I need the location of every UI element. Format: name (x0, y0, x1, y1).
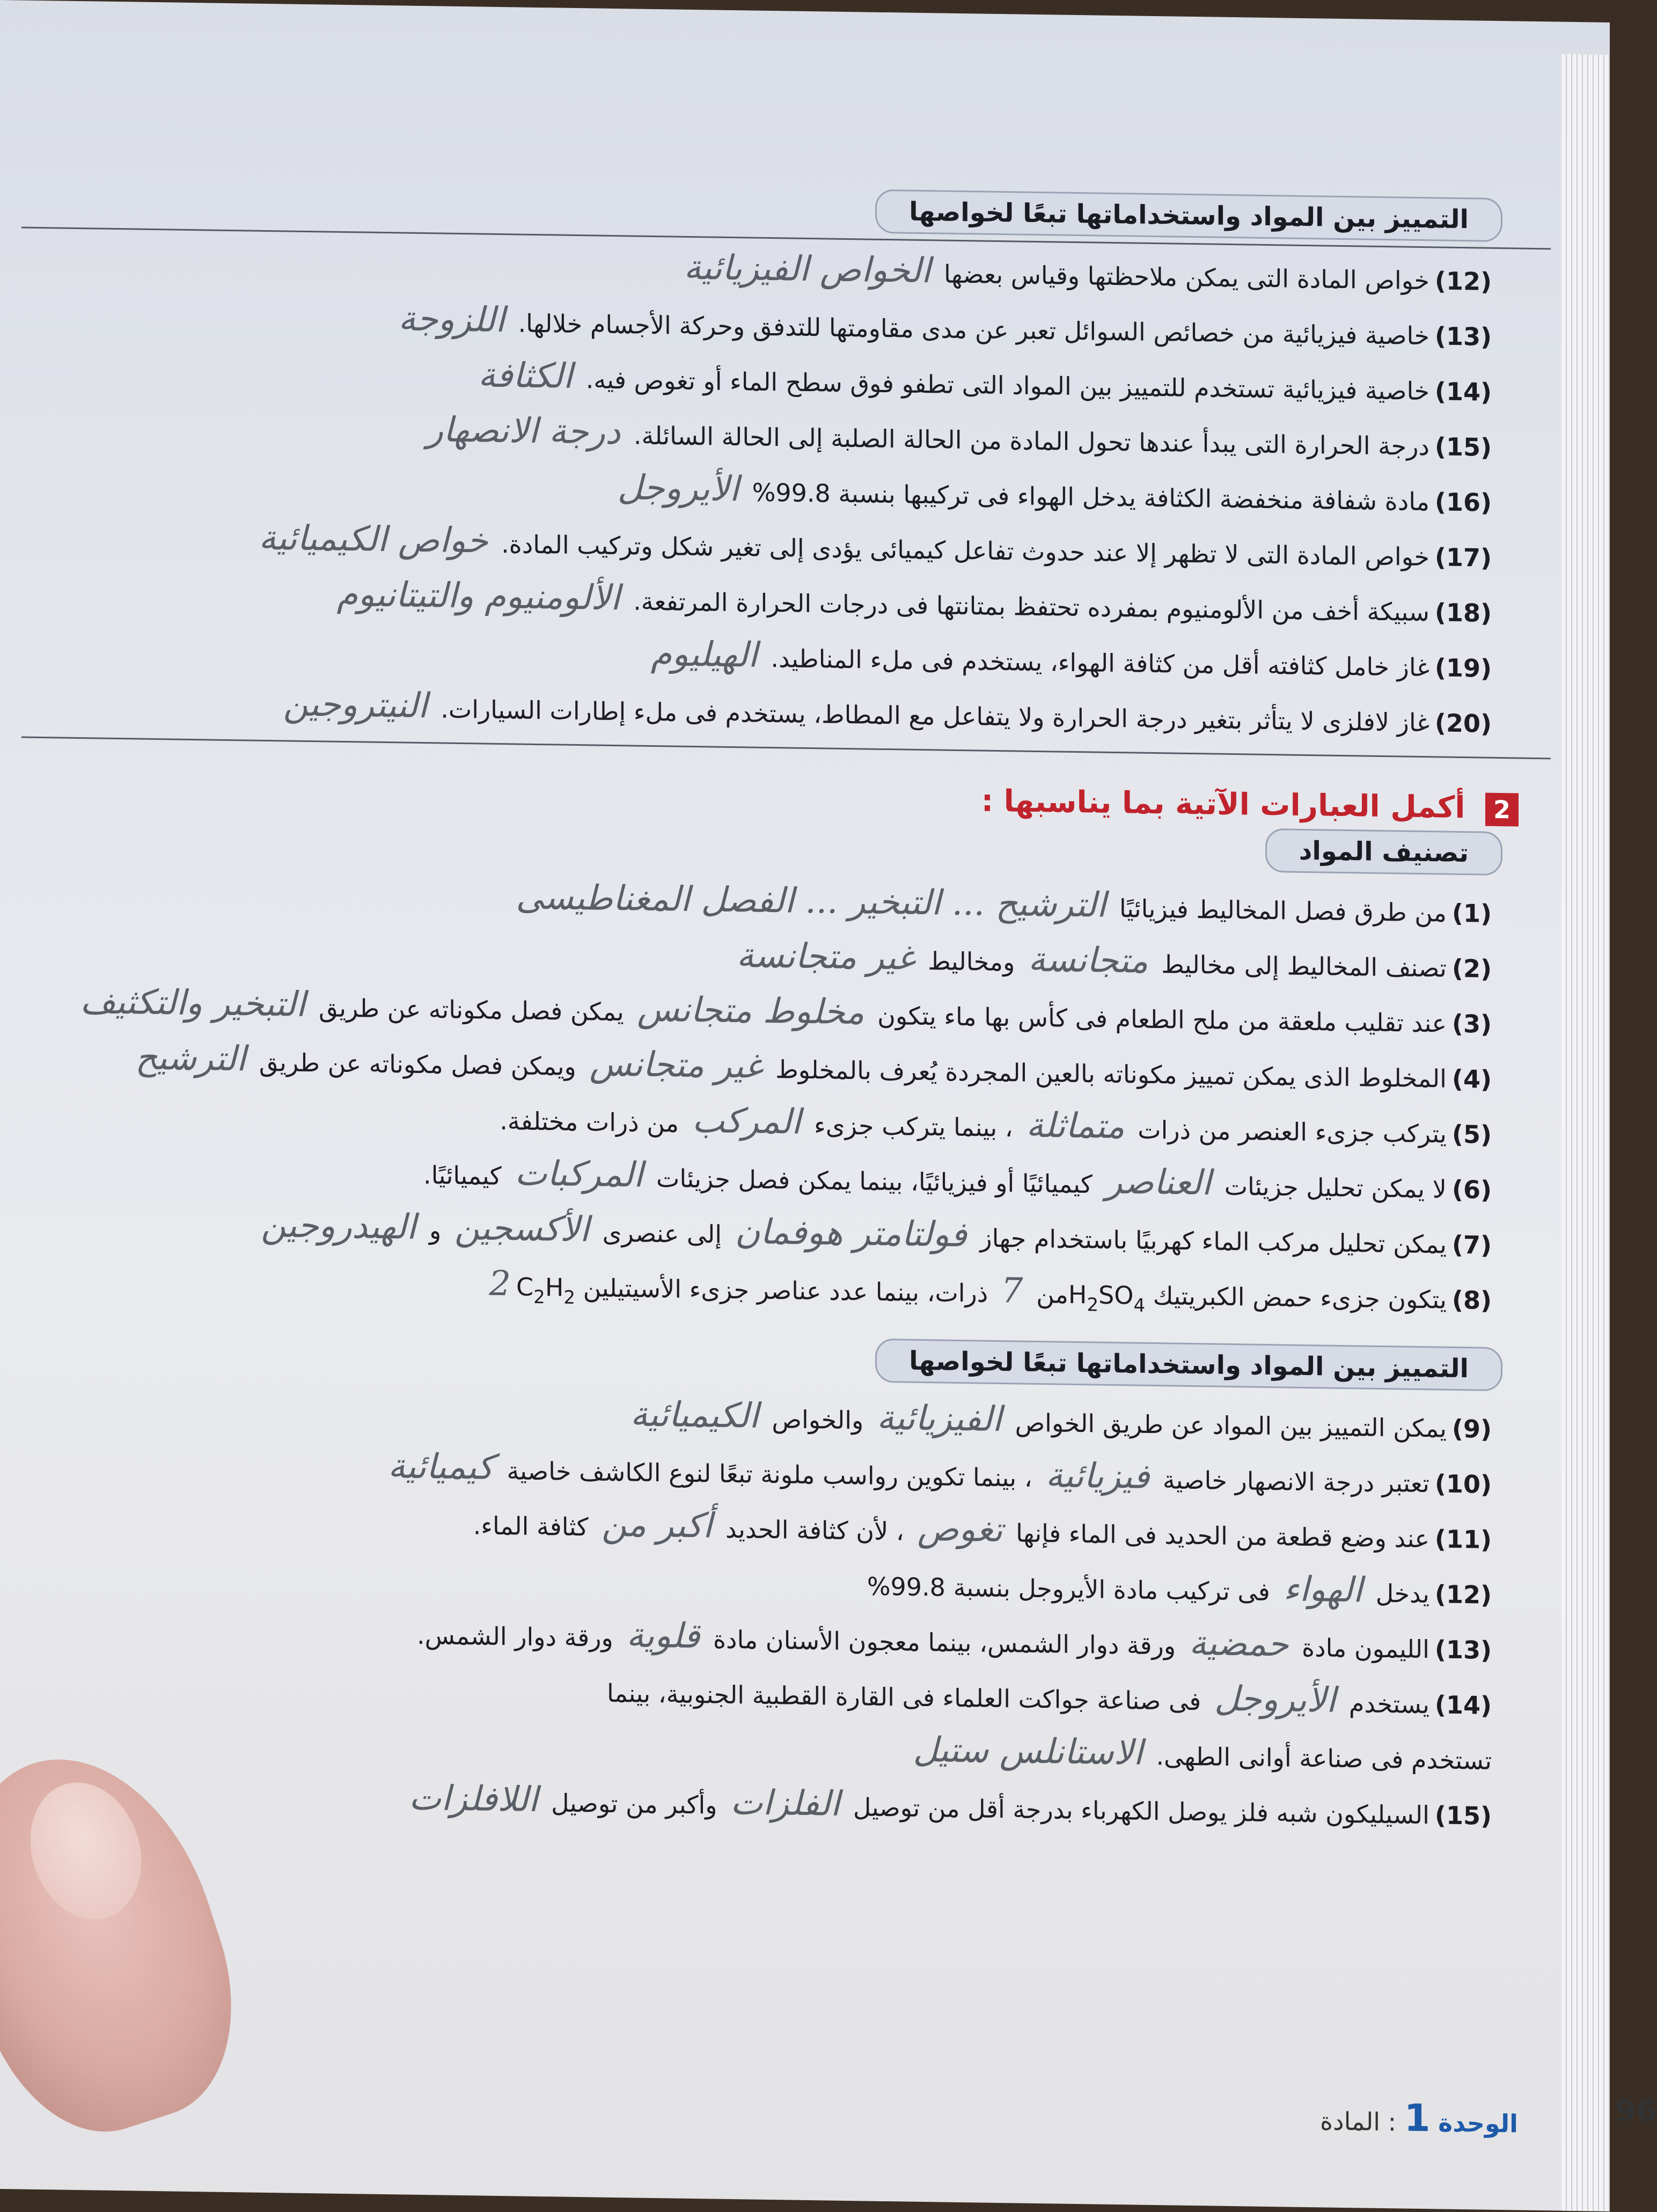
handwritten-answer: اللزوجة (398, 299, 505, 341)
formula-subscript: 2 (533, 1286, 545, 1309)
item-number: (5) (1451, 1119, 1492, 1149)
item-text: تستخدم (1411, 1745, 1492, 1775)
item-text: كثافة الماء. (473, 1511, 589, 1542)
handwritten-answer: درجة الانصهار (427, 410, 621, 453)
item-text: ذرات، بينما عدد عناصر جزىء الأسيتيلين (583, 1273, 988, 1308)
item-text: وأكبر من توصيل (551, 1788, 717, 1820)
item-text: ورقة دوار الشمس. (417, 1620, 613, 1652)
page-edge-stack (1561, 54, 1610, 2211)
handwritten-answer: الفيزيائية (876, 1398, 1002, 1440)
item-text: مادة شفافة منخفضة الكثافة يدخل الهواء فى تركيبها بنسبة 99.8% (752, 477, 1429, 517)
handwritten-answer: حمضية (1189, 1623, 1289, 1665)
handwritten-answer: الاستانلس ستيل (913, 1730, 1143, 1773)
item-number: (7) (1451, 1230, 1492, 1260)
handwritten-answer: قلوية (626, 1615, 700, 1657)
subheader-classification: تصنيف المواد (1265, 828, 1502, 876)
handwritten-answer: الهيدروجين (261, 1205, 416, 1247)
section-header-1: التمييز بين المواد واستخداماتها تبعًا لخواصها (875, 189, 1502, 242)
handwritten-answer: الترشيح (135, 1038, 246, 1079)
handwritten-answer: الهيليوم (650, 634, 758, 675)
list-item (21, 1255, 1492, 1326)
item-text: الليمون مادة (1302, 1633, 1429, 1664)
item-text: سبيكة أخف من الألومنيوم بمفرده تحتفظ بمتانتها فى درجات الحرارة المرتفعة. (633, 586, 1429, 627)
item-text: يستخدم (1348, 1689, 1429, 1719)
item-text: من ذرات مختلفة. (500, 1106, 679, 1138)
section2-list (21, 1384, 1551, 1840)
handwritten-answer: الهواء (1283, 1569, 1363, 1611)
list-item (21, 1770, 1492, 1839)
item-number: (8) (1451, 1285, 1492, 1315)
item-number: (11) (1434, 1524, 1492, 1554)
handwritten-answer: تغوص (917, 1509, 1003, 1550)
item-text: يتركب جزىء العنصر من ذرات (1138, 1115, 1447, 1149)
handwritten-answer: متجانسة (1028, 939, 1148, 981)
handwritten-answer: اللافلزات (408, 1778, 538, 1820)
item-text: كيميائيًا. (423, 1160, 502, 1191)
item-text: يتكون جزىء حمض الكبريتيك (1153, 1281, 1447, 1314)
item-number: (16) (1434, 487, 1492, 517)
handwritten-answer: التبخير والتكثيف (80, 982, 306, 1025)
handwritten-answer: الكثافة (478, 355, 573, 396)
chemical-formula: $C_2H_2$ (516, 1272, 576, 1309)
handwritten-answer: الأيروجل (1214, 1679, 1336, 1721)
chemical-formula: $H_2SO_4$ (1068, 1280, 1146, 1317)
item-number: (17) (1434, 542, 1492, 572)
formula-subscript: 2 (1087, 1294, 1099, 1316)
item-text: يدخل (1375, 1578, 1429, 1609)
item-number: (15) (1434, 432, 1492, 462)
item-number: (12) (1434, 266, 1492, 296)
unit-label: الوحدة (1438, 2108, 1518, 2138)
item-text: يمكن التمييز بين المواد عن طريق الخواص (1015, 1408, 1447, 1443)
item-text: يمكن فصل مكوناته عن طريق (318, 993, 624, 1027)
handwritten-answer: خواص الكيميائية (259, 518, 488, 561)
handwritten-answer: غير متجانسة (736, 936, 915, 978)
item-text: خاصية فيزيائية تستخدم للتمييز بين المواد التى تطفو فوق سطح الماء أو تغوص فيه. (585, 365, 1429, 406)
item-text: من (1036, 1279, 1068, 1309)
item-text: تصنف المخاليط إلى مخاليط (1161, 950, 1447, 983)
unit-name: : المادة (1320, 2106, 1397, 2137)
question2-title-text: أكمل العبارات الآتية بما يناسبها : (981, 783, 1465, 826)
handwritten-answer: النيتروجين (283, 684, 428, 726)
item-number: (3) (1451, 1009, 1492, 1039)
item-text: فى تركيب مادة الأيروجل بنسبة 99.8% (867, 1571, 1270, 1607)
item-number: (14) (1434, 1690, 1492, 1720)
item-text: ومخاليط (928, 946, 1015, 977)
item-text: ، بينما يتركب جزىء (814, 1111, 1013, 1143)
item-number: (4) (1451, 1064, 1492, 1094)
handwritten-answer: المركبات (515, 1153, 643, 1195)
item-text: من طرق فصل المخاليط فيزيائيًا (1119, 894, 1447, 928)
item-text: والخواص (772, 1405, 864, 1435)
item-text: خواص المادة التى يمكن ملاحظتها وقياس بعضها (944, 259, 1429, 296)
item-text: عند وضع قطعة من الحديد فى الماء فإنها (1016, 1518, 1429, 1554)
item-text: كيميائيًا أو فيزيائيًا، بينما يمكن فصل جزيئات (656, 1164, 1093, 1199)
item-number: (2) (1451, 953, 1492, 983)
item-number: (6) (1451, 1174, 1492, 1204)
item-text: يمكن تحليل مركب الماء كهربيًا باستخدام جهاز (980, 1223, 1447, 1259)
item-text: إلى عنصرى (602, 1218, 722, 1249)
item-number: (13) (1434, 1635, 1492, 1665)
handwritten-answer: الألومنيوم والتيتانيوم (336, 574, 620, 619)
question2-number: 2 (1485, 793, 1519, 827)
item-text: تعتبر درجة الانصهار خاصية (1162, 1465, 1429, 1498)
handwritten-answer: الخواص الفيزيائية (684, 247, 931, 291)
item-text: ويمكن فصل مكوناته عن طريق (259, 1047, 576, 1081)
item-number: (14) (1434, 377, 1492, 407)
item-text: المخلوط الذى يمكن تمييز مكوناته بالعين المجردة يُعرف بالمخلوط (775, 1055, 1447, 1093)
handwritten-answer: الترشيح ... التبخير ... الفصل المغناطيسى (516, 877, 1106, 925)
item-text: السيليكون شبه فلز يوصل الكهرباء بدرجة أقل من توصيل (853, 1792, 1429, 1830)
item-number: (13) (1434, 321, 1492, 351)
handwritten-answer: العناصر (1105, 1162, 1212, 1203)
handwritten-answer: الفلزات (730, 1783, 840, 1824)
item-text: و (429, 1216, 442, 1245)
item-text: ، لأن كثافة الحديد (725, 1514, 904, 1546)
handwritten-answer: الأكسجين (454, 1208, 590, 1250)
handwritten-answer: متماثلة (1026, 1105, 1125, 1147)
handwritten-answer: 2 (489, 1263, 511, 1304)
handwritten-answer: فيزيائية (1045, 1456, 1150, 1497)
section-header-2: التمييز بين المواد واستخداماتها تبعًا لخواصها (875, 1339, 1502, 1391)
item-number: (10) (1434, 1469, 1492, 1499)
item-number: (12) (1434, 1579, 1492, 1610)
handwritten-answer: 7 (1001, 1271, 1023, 1311)
handwritten-answer: المركب (692, 1101, 801, 1142)
section1-list (21, 236, 1551, 747)
item-number: (18) (1434, 598, 1492, 628)
handwritten-answer: كيميائية (387, 1446, 494, 1488)
handwritten-answer: الأيروجل (617, 468, 739, 510)
handwritten-answer: مخلوط متجانس (637, 989, 864, 1033)
formula-subscript: 4 (1133, 1295, 1146, 1317)
question2-title (21, 770, 1519, 827)
item-text: درجة الحرارة التى يبدأ عندها تحول المادة من الحالة الصلبة إلى الحالة السائلة. (633, 421, 1429, 461)
item-text: فى صناعة جواكت العلماء فى القارة القطبية الجنوبية، بينما (606, 1678, 1201, 1716)
item-number: (20) (1434, 708, 1492, 738)
handwritten-answer: أكبر من (602, 1504, 713, 1546)
item-number: (19) (1434, 653, 1492, 683)
item-text: خواص المادة التى لا تظهر إلا عند حدوث تفاعل كيميائى يؤدى إلى تغير شكل وتركيب المادة. (501, 530, 1429, 572)
handwritten-answer: غير متجانس (589, 1044, 762, 1086)
item-text: خاصية فيزيائية من خصائص السوائل تعبر عن مدى مقاومتها للتدفق وحركة الأجسام خلالها. (518, 308, 1429, 351)
page-content (21, 178, 1551, 1840)
item-text: ورقة دوار الشمس، بينما معجون الأسنان مادة (713, 1625, 1176, 1660)
handwritten-answer: فولتامتر هوفمان (735, 1212, 967, 1255)
page-footer (1320, 2095, 1518, 2141)
item-text: ، بينما تكوين رواسب ملونة تبعًا لنوع الكاشف خاصية (507, 1456, 1032, 1493)
item-number: (9) (1451, 1414, 1492, 1444)
formula-subscript: 2 (563, 1287, 576, 1309)
handwritten-answer: الكيميائية (630, 1394, 759, 1436)
item-text: فى صناعة أوانى الطهى. (1156, 1741, 1404, 1774)
list-item (21, 678, 1492, 746)
item-text: لا يمكن تحليل جزيئات (1224, 1171, 1447, 1204)
item-text: غاز لافلزى لا يتأثر بتغير درجة الحرارة ولا يتفاعل مع المطاط، يستخدم فى ملء إطارات السيارات. (441, 694, 1429, 738)
item-number: (15) (1434, 1801, 1492, 1831)
unit-number: 1 (1404, 2096, 1431, 2141)
item-text: عند تقليب ملعقة من ملح الطعام فى كأس بها ماء يتكون (877, 1001, 1447, 1038)
item-number: (1) (1451, 898, 1492, 928)
item-text: غاز خامل كثافته أقل من كثافة الهواء، يستخدم فى ملء المناطيد. (771, 644, 1429, 682)
page-number: 96 (1615, 2093, 1657, 2129)
question2-list (21, 868, 1551, 1327)
